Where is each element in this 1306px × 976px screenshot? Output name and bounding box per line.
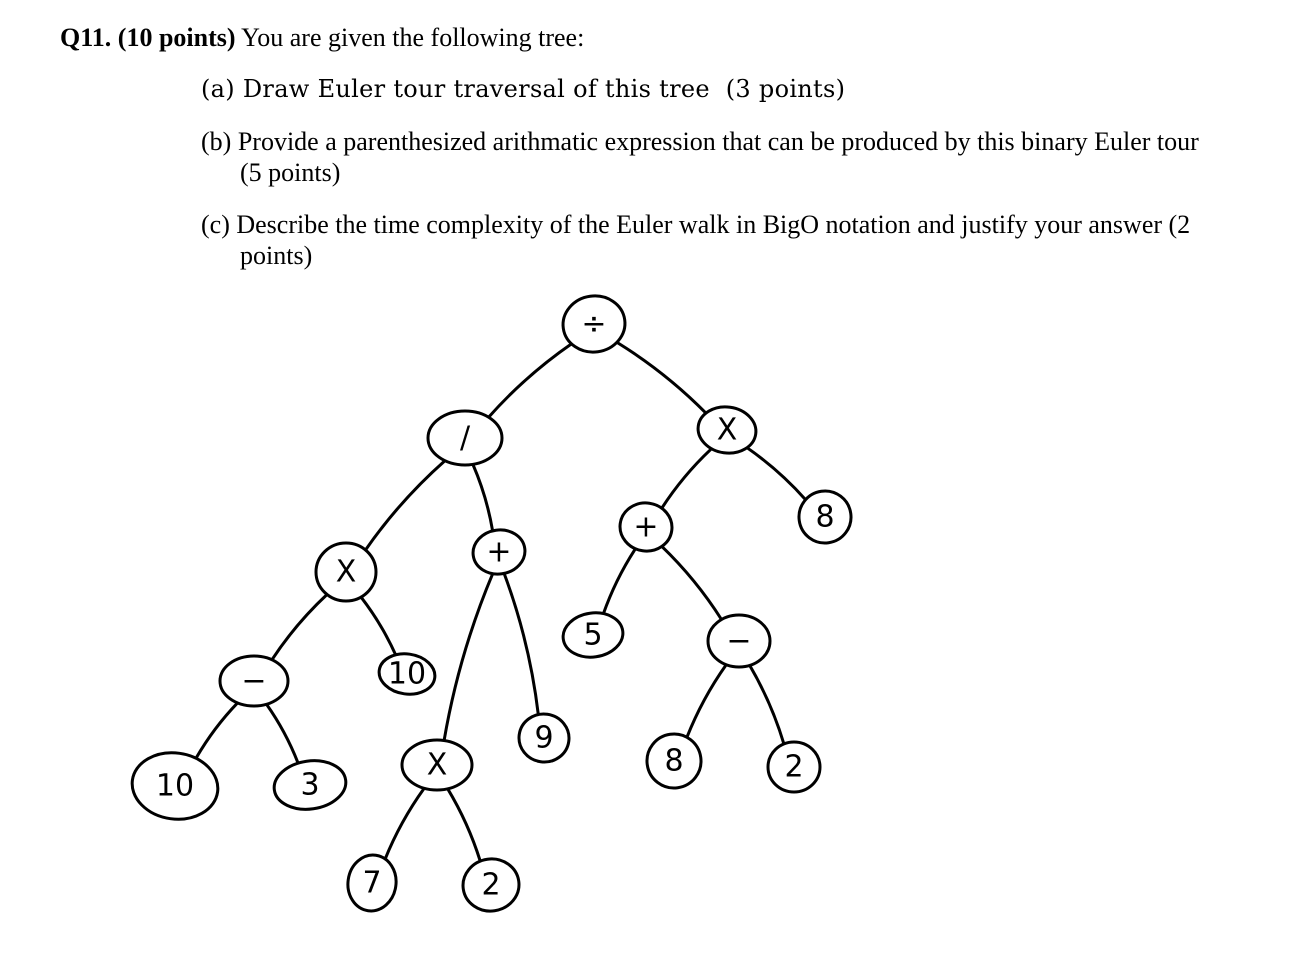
tree-node-eight2	[644, 731, 705, 792]
tree-node-div	[428, 411, 502, 465]
tree-node-label: 10	[155, 768, 195, 804]
question-points: (10 points)	[117, 23, 236, 52]
part-a-label: (a)	[201, 75, 235, 103]
part-a-text: Draw Euler tour traversal of this tree	[242, 75, 710, 103]
part-b-label: (b)	[201, 127, 232, 156]
tree-node-label: 2	[481, 867, 501, 903]
tree-node-plusR	[617, 500, 675, 555]
tree-node-label: +	[486, 534, 512, 570]
tree-node-label: +	[633, 509, 659, 545]
question-number: Q11.	[60, 23, 112, 52]
tree-edge-minusL-ten1	[197, 703, 238, 758]
tree-edge-plusR-minusR	[662, 546, 722, 619]
tree-node-minusR	[708, 615, 770, 667]
tree-node-nine	[516, 711, 572, 765]
tree-node-two2	[768, 742, 820, 792]
tree-edge-mulR-eight1	[746, 447, 805, 500]
tree-node-label: X	[716, 412, 738, 448]
tree-node-ten1	[128, 747, 222, 824]
tree-node-two1	[460, 855, 523, 914]
part-b-text: Provide a parenthesized arithmatic expression that can be produced by this binary Euler tour	[237, 127, 1199, 156]
tree-node-label: X	[426, 747, 448, 783]
tree-node-label: /	[459, 420, 471, 456]
tree-edge-root-div	[489, 344, 572, 418]
tree-node-ten2	[376, 650, 437, 697]
tree-edge-minusL-three	[267, 704, 298, 762]
part-c-points: points)	[240, 241, 313, 270]
tree-edge-timesL-ten2	[361, 597, 396, 656]
tree-edge-plusL-nine	[504, 574, 538, 715]
tree-node-label: ÷	[581, 306, 607, 342]
tree-node-label: 7	[362, 865, 382, 901]
tree-node-timesL	[316, 543, 376, 601]
part-c-text: Describe the time complexity of the Euler walk in BigO notation and justify your answer (2	[236, 210, 1191, 239]
part-b-points: (5 points)	[240, 158, 341, 187]
tree-edge-minusR-two2	[750, 665, 784, 744]
tree-node-plusL	[470, 527, 528, 578]
tree-node-mulM	[402, 740, 472, 790]
tree-node-label: −	[726, 623, 752, 659]
tree-nodes	[128, 292, 855, 915]
tree-node-label: −	[241, 663, 267, 699]
tree-edge-mulR-plusR	[662, 449, 711, 508]
tree-node-seven	[344, 852, 399, 914]
tree-edge-root-mulR	[617, 343, 706, 414]
tree-edge-mulM-two1	[448, 789, 481, 861]
tree-node-label: 9	[534, 720, 554, 756]
tree-node-label: 8	[664, 743, 684, 779]
tree-edge-plusR-five	[603, 549, 635, 614]
tree-node-label: 3	[300, 767, 320, 803]
tree-edge-mulM-seven	[385, 788, 424, 859]
question-text: You are given the following tree:	[241, 23, 585, 52]
tree-edge-timesL-minusL	[272, 595, 327, 660]
tree-node-label: X	[335, 554, 357, 590]
tree-node-three	[271, 756, 349, 814]
tree-node-label: 2	[784, 749, 804, 785]
tree-node-five	[560, 609, 626, 661]
tree-edge-minusR-eight2	[687, 665, 726, 738]
tree-node-label: 5	[583, 617, 603, 653]
part-c-label: (c)	[201, 210, 230, 239]
part-a-points: (3 points)	[725, 75, 846, 103]
tree-node-label: 8	[815, 499, 835, 535]
tree-edge-div-plusL	[473, 464, 493, 530]
tree-node-label: 10	[387, 656, 427, 692]
tree-edge-plusL-mulM	[444, 573, 493, 740]
tree-node-minusL	[220, 656, 288, 706]
tree-edge-div-timesL	[366, 461, 445, 550]
